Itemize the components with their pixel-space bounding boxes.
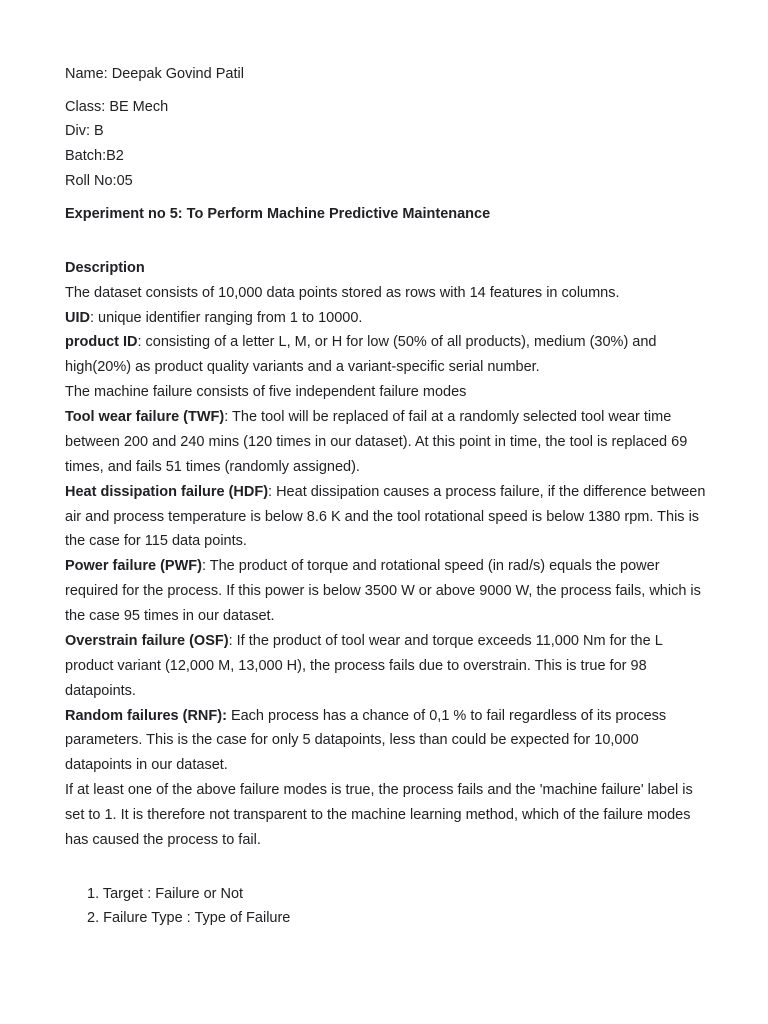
rnf-paragraph	[65, 706, 666, 726]
twf-text: : The tool will be replaced of fail at a randomly selected tool wear time	[224, 409, 672, 425]
hdf-term: Heat dissipation failure (HDF)	[65, 484, 269, 500]
conclusion-line-2: set to 1. It is therefore not transparent to the machine learning method, which of the failure modes	[65, 807, 691, 823]
conclusion-line-1: If at least one of the above failure modes is true, the process fails and the 'machine failure' label is	[65, 782, 693, 798]
description-heading: Description	[65, 260, 145, 276]
pwf-line-3: the case 95 times in our dataset.	[65, 608, 275, 624]
failure-modes-intro: The machine failure consists of five independent failure modes	[65, 384, 467, 400]
rnf-term: Random failures (RNF):	[65, 708, 227, 724]
pwf-text: : The product of torque and rotational speed (in rad/s) equals the power	[201, 558, 660, 574]
uid-term: UID	[65, 310, 90, 326]
twf-line-3: times, and fails 51 times (randomly assigned).	[65, 459, 360, 475]
osf-line-2: product variant (12,000 M, 13,000 H), the process fails due to overstrain. This is true for 98	[65, 658, 647, 674]
uid-paragraph	[65, 308, 362, 328]
hdf-line-3: the case for 115 data points.	[65, 533, 247, 549]
list-item: 2. Failure Type : Type of Failure	[87, 910, 291, 926]
twf-paragraph	[65, 407, 671, 427]
hdf-line-2: air and process temperature is below 8.6 K and the tool rotational speed is below 1380 rpm. This is	[65, 509, 700, 525]
conclusion-line-3: has caused the process to fail.	[65, 832, 261, 848]
pwf-paragraph	[65, 556, 660, 576]
osf-term: Overstrain failure (OSF)	[65, 633, 229, 649]
osf-paragraph	[65, 631, 663, 651]
osf-text: : If the product of tool wear and torque exceeds 11,000 Nm for the L	[228, 633, 663, 649]
product-id-term: product ID	[65, 334, 138, 350]
product-id-line-2: high(20%) as product quality variants and a variant-specific serial number.	[65, 359, 540, 375]
pwf-term: Power failure (PWF)	[65, 558, 202, 574]
twf-term: Tool wear failure (TWF)	[65, 409, 225, 425]
pwf-line-2: required for the process. If this power is below 3500 W or above 9000 W, the process fails, which is	[65, 583, 701, 599]
student-division: Div: B	[65, 123, 104, 139]
experiment-title: Experiment no 5: To Perform Machine Predictive Maintenance	[65, 206, 491, 222]
osf-line-3: datapoints.	[65, 683, 136, 699]
uid-text: : unique identifier ranging from 1 to 10000.	[89, 310, 363, 326]
list-item: 1. Target : Failure or Not	[87, 886, 244, 902]
hdf-paragraph	[65, 482, 705, 502]
hdf-text: : Heat dissipation causes a process failure, if the difference between	[268, 484, 706, 500]
rnf-line-2: parameters. This is the case for only 5 datapoints, less than could be expected for 10,000	[65, 732, 639, 748]
student-name: Name: Deepak Govind Patil	[65, 66, 244, 82]
student-roll-number: Roll No:05	[65, 173, 133, 189]
rnf-text: Each process has a chance of 0,1 % to fail regardless of its process	[226, 708, 667, 724]
student-class: Class: BE Mech	[65, 99, 169, 115]
product-id-paragraph	[65, 332, 657, 352]
product-id-text: : consisting of a letter L, M, or H for low (50% of all products), medium (30%) and	[137, 334, 657, 350]
twf-line-2: between 200 and 240 mins (120 times in our dataset). At this point in time, the tool is replaced 69	[65, 434, 688, 450]
rnf-line-3: datapoints in our dataset.	[65, 757, 228, 773]
description-intro: The dataset consists of 10,000 data points stored as rows with 14 features in columns.	[65, 285, 620, 301]
student-batch: Batch:B2	[65, 148, 124, 164]
